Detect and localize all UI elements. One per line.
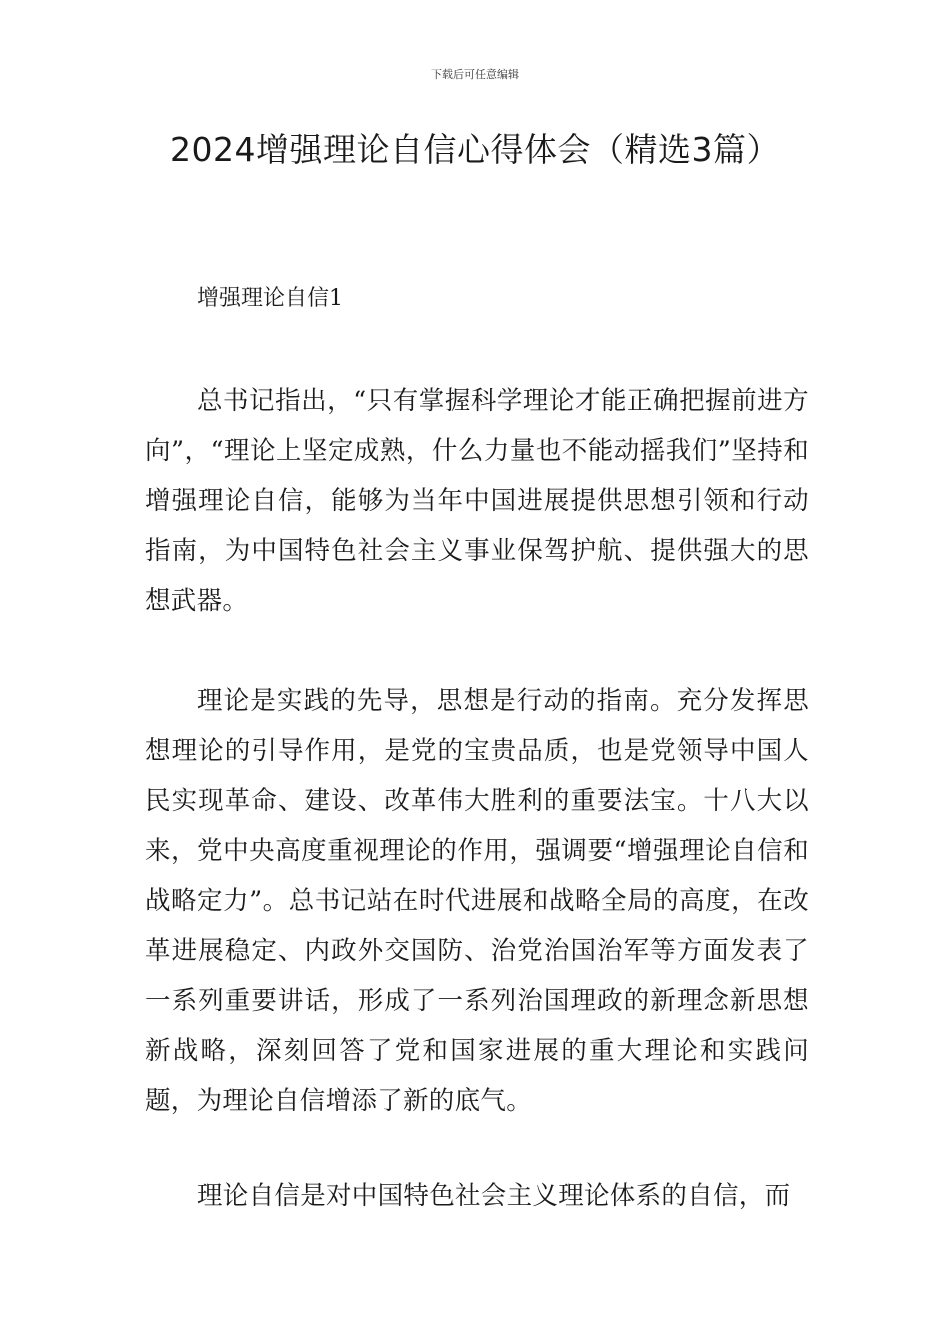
paragraph-2: 理论是实践的先导，思想是行动的指南。充分发挥思想理论的引导作用，是党的宝贵品质，也是党领导中国人民实现革命、建设、改革伟大胜利的重要法宝。十八大以来，党中央高度重视理论的作用，强调要“增强理论自信和战略定力”。总书记站在时代进展和战略全局的高度，在改革进展稳定、内政外交国防、治党治国治军等方面发表了一系列重要讲话，形成了一系列治国理政的新理念新思想新战略，深刻回答了党和国家进展的重大理论和实践问题，为理论自信增添了新的底气。 xyxy=(145,686,809,1116)
header-note: 下载后可任意编辑 xyxy=(431,68,519,81)
paragraph-3: 理论自信是对中国特色社会主义理论体系的自信，而 xyxy=(197,1181,791,1211)
document-title: 2024增强理论自信心得体会（精选3篇） xyxy=(170,130,780,169)
paragraph-1: 总书记指出，“只有掌握科学理论才能正确把握前进方向”，“理论上坚定成熟，什么力量也不能动摇我们”坚持和增强理论自信，能够为当年中国进展提供思想引领和行动指南，为中国特色社会主义事业保驾护航、提供强大的思想武器。 xyxy=(145,386,809,616)
section-heading: 增强理论自信1 xyxy=(197,286,343,311)
